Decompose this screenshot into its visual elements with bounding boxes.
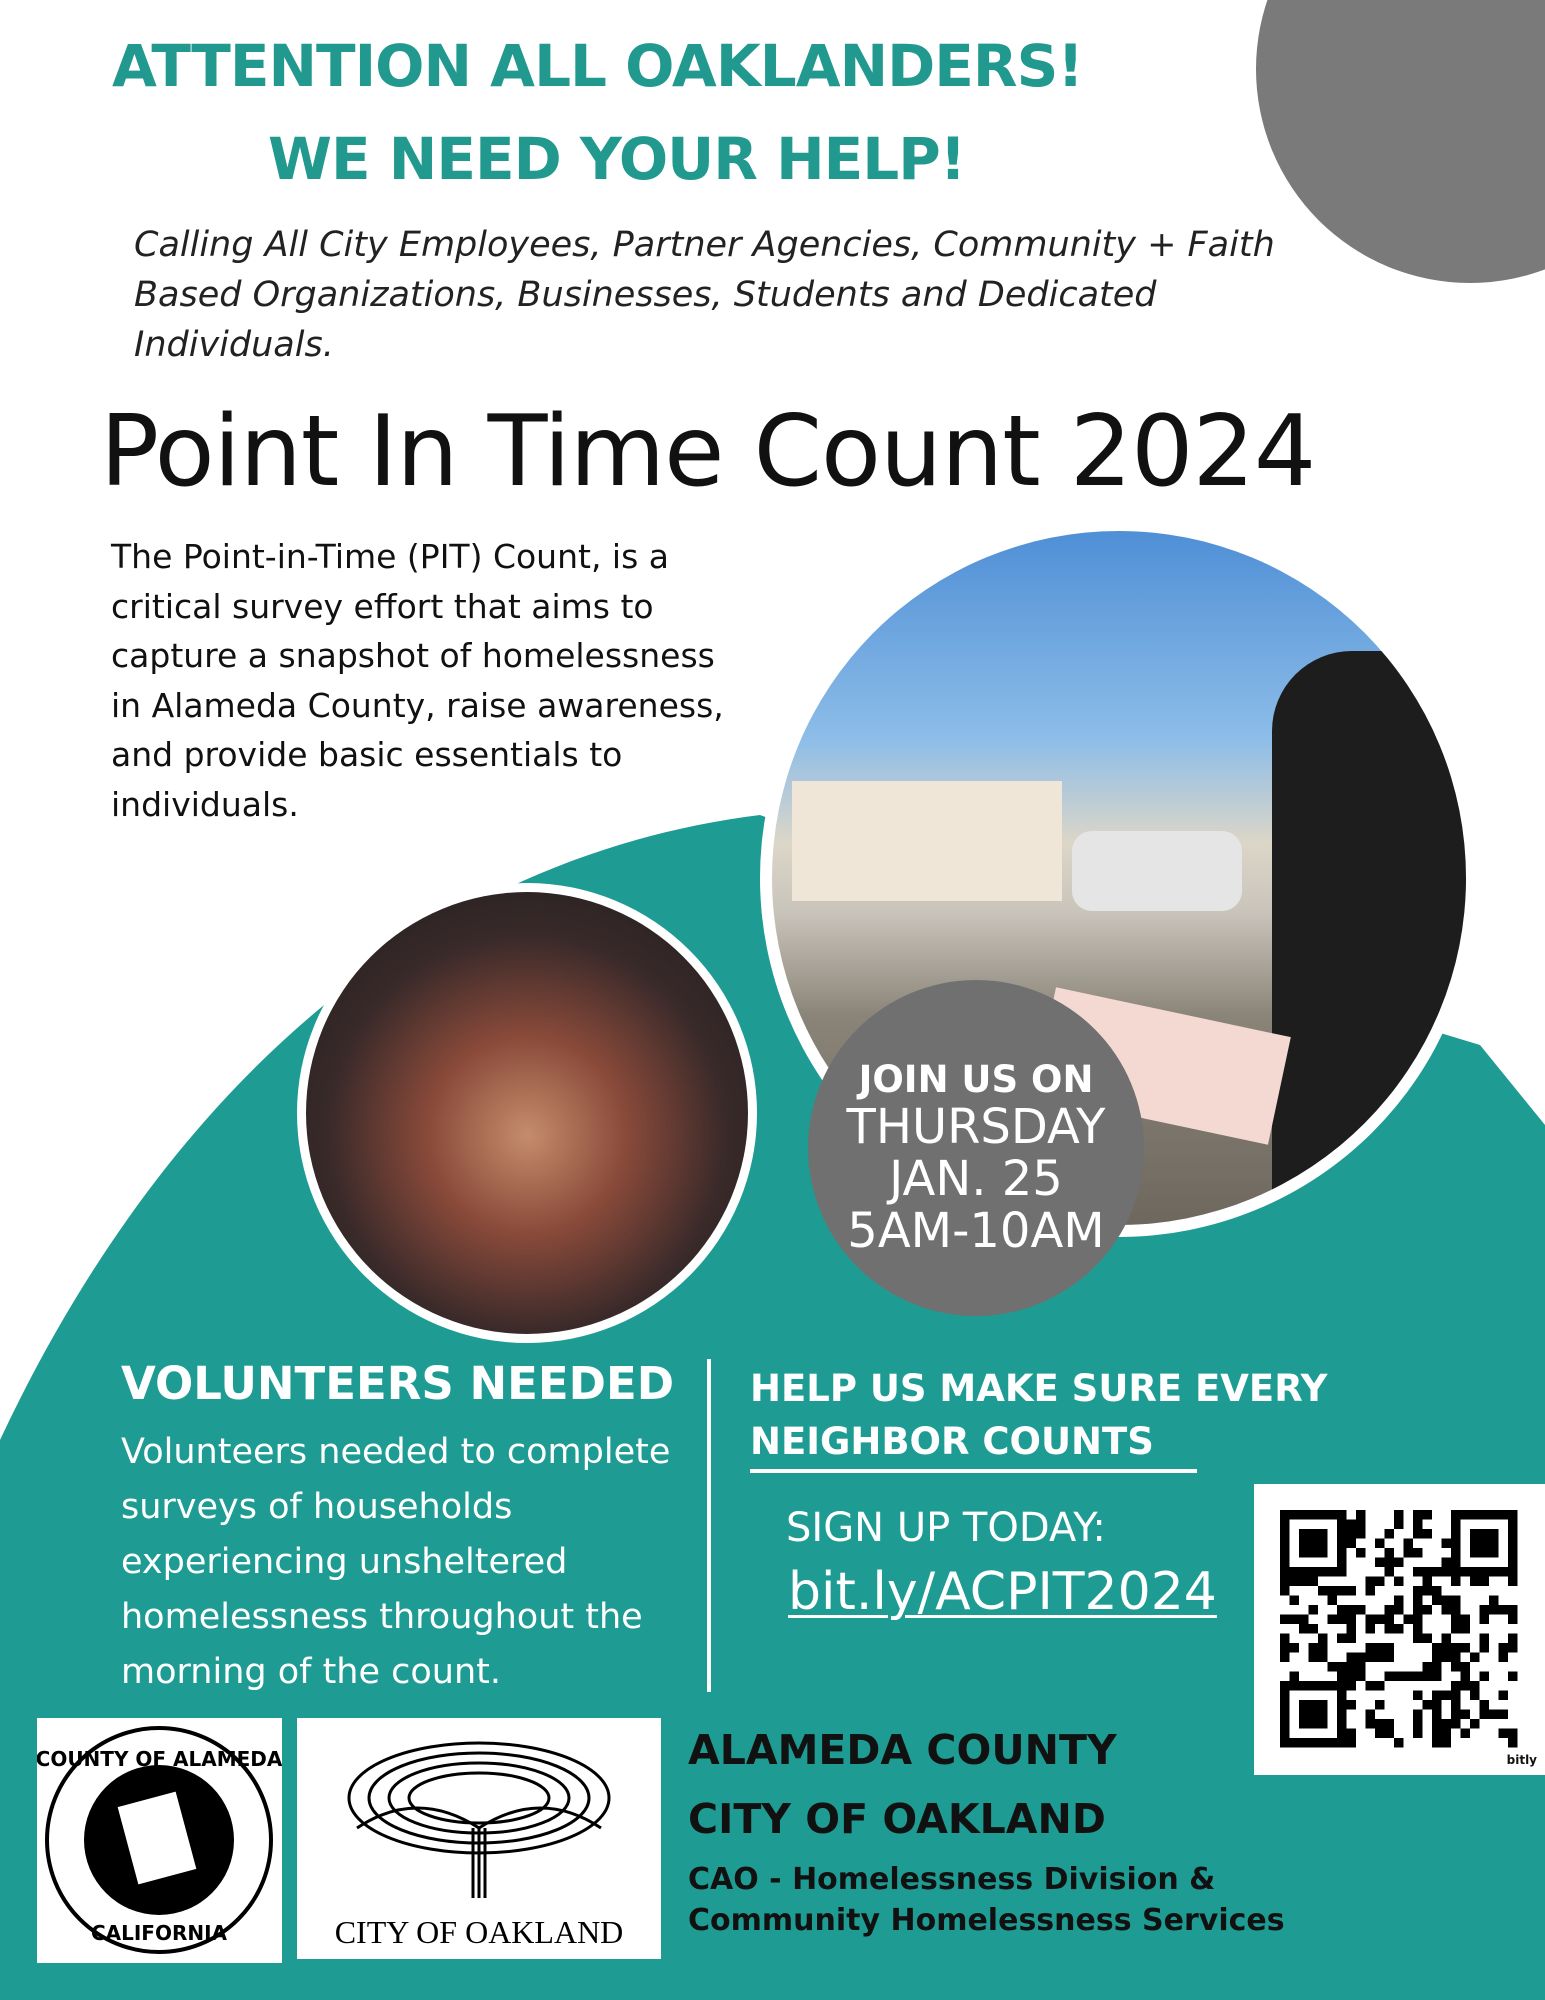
bitly-mark: bitly: [1506, 1753, 1537, 1767]
join-us-label: JOIN US ON: [858, 1058, 1094, 1101]
volunteers-photo: [297, 883, 757, 1343]
county-seal-icon: [37, 1718, 282, 1963]
help-underline: [750, 1469, 1197, 1473]
qr-code[interactable]: [1254, 1484, 1545, 1775]
org-county: ALAMEDA COUNTY: [688, 1726, 1117, 1774]
page-title: Point In Time Count 2024: [100, 395, 1316, 509]
event-day: THURSDAY: [846, 1099, 1106, 1155]
svg-text:CITY OF OAKLAND: CITY OF OAKLAND: [334, 1914, 624, 1950]
heading-line1: ATTENTION ALL OAKLANDERS!: [112, 32, 1083, 100]
signup-label: SIGN UP TODAY:: [786, 1505, 1106, 1551]
event-date-badge: [808, 980, 1144, 1316]
svg-text:COUNTY OF ALAMEDA: COUNTY OF ALAMEDA: [37, 1747, 282, 1771]
help-line1: HELP US MAKE SURE EVERY: [750, 1367, 1328, 1410]
divider: [707, 1359, 711, 1692]
subtitle: Calling All City Employees, Partner Agencies, Community + Faith Based Organizations, Businesses, Students and Dedicated Individuals.: [134, 225, 1275, 365]
svg-text:CALIFORNIA: CALIFORNIA: [90, 1921, 228, 1945]
org-dept1: CAO - Homelessness Division &: [688, 1862, 1216, 1897]
org-city: CITY OF OAKLAND: [688, 1795, 1106, 1843]
volunteers-body: Volunteers needed to complete surveys of households experiencing unsheltered homelessness throughout the morning of the count.: [121, 1432, 671, 1692]
gray-corner-circle: [1256, 0, 1545, 283]
help-line2: NEIGHBOR COUNTS: [750, 1420, 1154, 1463]
oak-tree-icon: [297, 1718, 661, 1959]
intro-paragraph: The Point-in-Time (PIT) Count, is a critical survey effort that aims to capture a snapshot of homelessness in Alameda County, raise awareness, and provide basic essentials to individuals.: [111, 537, 724, 824]
signup-link[interactable]: bit.ly/ACPIT2024: [788, 1562, 1217, 1622]
heading-line2: WE NEED YOUR HELP!: [268, 125, 966, 193]
event-date: JAN. 25: [889, 1151, 1063, 1207]
city-oakland-logo: [297, 1718, 661, 1959]
volunteers-heading: VOLUNTEERS NEEDED: [121, 1357, 675, 1410]
help-heading: [750, 1362, 1327, 1468]
county-seal-logo: [37, 1718, 282, 1963]
event-time: 5AM-10AM: [847, 1203, 1105, 1259]
org-dept2: Community Homelessness Services: [688, 1903, 1285, 1938]
qr-pattern: [1254, 1484, 1545, 1775]
